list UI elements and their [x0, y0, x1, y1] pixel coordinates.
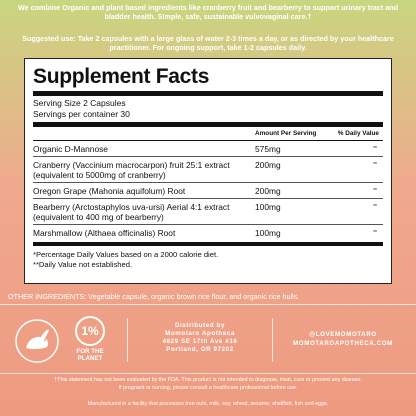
divider-bottom	[0, 373, 416, 374]
distributed-by-label: Distributed by	[175, 322, 225, 329]
ingredient-name: Cranberry (Vaccinium macrocarpon) fruit 25:1 extract (equivalent to 5000mg of cranberry)	[33, 160, 230, 180]
fda-statement: †This statement has not been evaluated by the FDA. This product is not intended to diagnose, treat, cure or prevent any disease.	[54, 377, 362, 383]
footnotes	[33, 242, 383, 269]
suggested-use-text: Suggested use: Take 2 capsules with a large glass of water 2-3 times a day, or as directed by your healthcare practitioner. For ongoing support, take 1-2 capsules daily.	[22, 34, 394, 52]
website: MOMOTAROAPOTHECA.COM	[293, 340, 393, 347]
ingredient-amount: 100mg	[255, 202, 281, 212]
amount-header: Amount Per Serving	[255, 130, 317, 137]
servings-per-container: Servings per container 30	[33, 108, 130, 119]
ingredient-row	[33, 225, 383, 240]
ingredient-dv: **	[373, 204, 377, 210]
ingredient-row	[33, 157, 383, 183]
title-rule	[33, 91, 383, 96]
one-percent-icon: 1%	[75, 316, 105, 346]
ingredient-amount: 200mg	[255, 160, 281, 170]
distributor-street: 4629 SE 17th Ave #16	[162, 338, 238, 345]
vertical-divider	[127, 318, 128, 362]
ingredient-name: Bearberry (Arctostaphylos uva-ursi) Aerial 4:1 extract (equivalent to 400 mg of bearberry)	[33, 202, 230, 222]
ingredient-amount: 200mg	[255, 186, 281, 196]
distributor-info	[134, 322, 266, 354]
ingredient-dv: **	[373, 188, 377, 194]
allergen-statement: Manufactured in a facility that processes tree nuts, milk, soy, wheat, sesame, shellfish, fish and eggs.	[87, 401, 329, 407]
fda-disclaimer	[10, 377, 406, 392]
distributor-city: Portland, OR 97202	[166, 346, 234, 353]
ingredient-row	[33, 141, 383, 157]
for-the-planet-text: FOR THE PLANET	[76, 348, 104, 362]
leaping-bunny-icon	[14, 318, 60, 364]
supplement-facts-panel	[24, 58, 392, 284]
ingredient-name: Oregon Grape (Mahonia aquifolum) Root	[33, 186, 186, 196]
ingredient-row	[33, 183, 383, 199]
vertical-divider	[272, 318, 273, 362]
ingredient-dv: **	[373, 162, 377, 168]
social-info	[278, 330, 408, 348]
ingredient-row	[33, 199, 383, 225]
ingredient-amount: 575mg	[255, 144, 281, 154]
social-handle: @LOVEMOMOTARO	[309, 331, 377, 338]
daily-value-header: % Daily Value	[337, 130, 379, 137]
other-ingredients: OTHER INGREDIENTS: Vegetable capsule, organic brown rice flour, and organic rice hulls.	[8, 292, 300, 301]
ingredient-name: Organic D-Mannose	[33, 144, 108, 154]
ingredient-name: Marshmallow (Althaea officinalis) Root	[33, 228, 176, 238]
ingredient-dv: **	[373, 230, 377, 236]
distributor-name: Momotaro Apotheca	[165, 330, 235, 337]
divider-top	[0, 304, 416, 305]
serving-size: Serving Size 2 Capsules	[33, 98, 126, 108]
intro-text: We combine Organic and plant based ingredients like cranberry fruit and bearberry to support urinary tract and bladder health. Simple, safe, sustainable vulvovaginal care.†	[17, 3, 399, 21]
column-headers	[33, 127, 383, 141]
footnote-daily-value-basis: *Percentage Daily Values based on a 2000 calorie diet.	[33, 250, 219, 259]
supplement-facts-title: Supplement Facts	[33, 65, 210, 88]
footnote-not-established: **Daily Value not established.	[33, 259, 133, 269]
pregnancy-warning: If pregnant or nursing, please consult a healthcare professional before use.	[118, 384, 298, 391]
ingredient-dv: **	[373, 146, 377, 152]
ingredient-amount: 100mg	[255, 228, 281, 238]
one-percent-planet-logo	[70, 316, 110, 368]
